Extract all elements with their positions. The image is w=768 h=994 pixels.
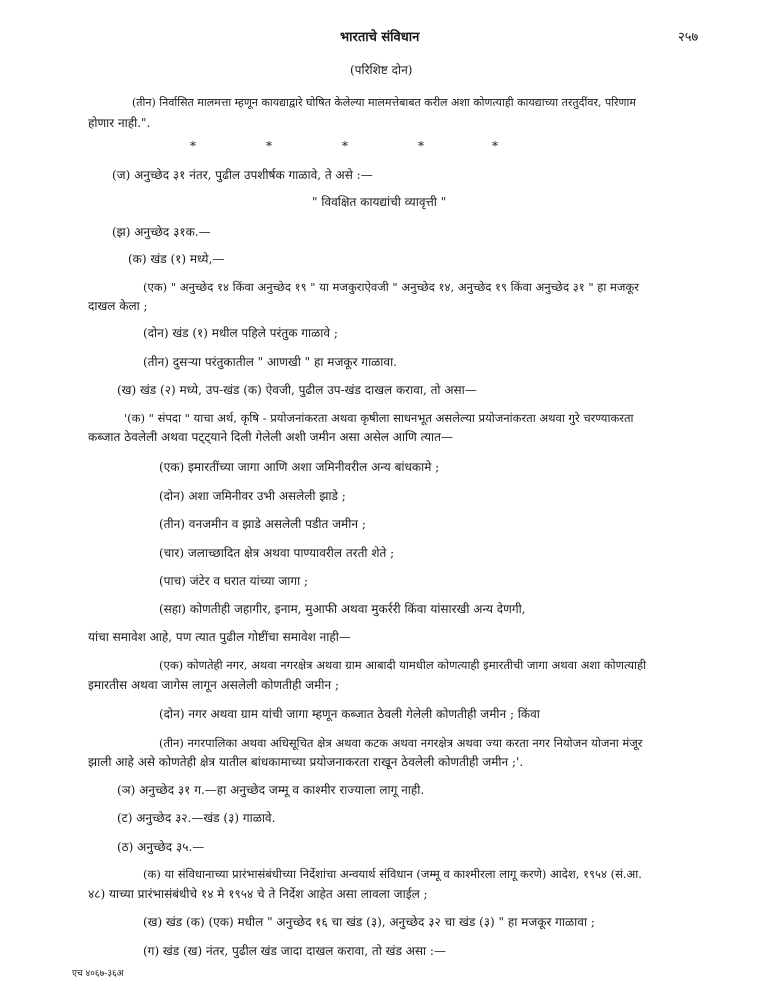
- includes-item-3: (तीन) वनजमीन व झाडे असलेली पडीत जमीन ;: [159, 517, 366, 531]
- clause-kha: (ख) खंड (२) मध्ये, उप-खंड (क) ऐवजी, पुढील उप-खंड दाखल करावा, तो असा—: [117, 383, 477, 397]
- clause-jha: (झ) अनुच्छेद ३१क.—: [112, 225, 211, 239]
- footer-code: एच ४०६७-३६अ: [72, 969, 124, 979]
- includes-item-5: (पाच) जंटेर व घरात यांच्या जागा ;: [159, 574, 309, 588]
- clause-nya: (ञ) अनुच्छेद ३१ ग.—हा अनुच्छेद जम्मू व काश्मीर राज्याला लागू नाही.: [117, 783, 425, 797]
- sub-clause-ga-2: (ग) खंड (ख) नंतर, पुढील खंड जादा दाखल करावा, तो खंड असा :—: [143, 944, 446, 958]
- includes-item-6: (सहा) कोणतीही जहागीर, इनाम, मुआफी अथवा मुकर्ररी किंवा यांसारखी अन्य देणगी,: [159, 602, 526, 616]
- clause-tha: (ठ) अनुच्छेद ३५.—: [117, 840, 205, 854]
- includes-item-4: (चार) जलाच्छादित क्षेत्र अथवा पाण्यावरील तरती शेते ;: [159, 546, 395, 560]
- item-ek-line-1: (एक) " अनुच्छेद १४ किंवा अनुच्छेद १९ " या मजकुराऐवजी " अनुच्छेद १४, अनुच्छेद १९ किंवा अनुच्छेद ३१ " हा मजकूर: [143, 280, 639, 294]
- sub-clause-ka-2-line-1: (क) या संविधानाच्या प्रारंभासंबंधीच्या निर्देशांचा अन्वयार्थ संविधान (जम्मू व काश्मीरला लागू करणे) आदेश, १९५४ (सं.आ.: [143, 867, 642, 881]
- definition-line-2: कब्जात ठेवलेली अथवा पट्ट्याने दिली गेलेली अशी जमीन असा असेल आणि त्यात—: [88, 430, 454, 444]
- item-don-1: (दोन) खंड (१) मधील पहिले परंतुक गाळावे ;: [143, 326, 338, 340]
- excludes-item-1-line-2: इमारतीस अथवा जागेस लागून असलेली कोणतीही जमीन ;: [88, 678, 339, 692]
- includes-item-2: (दोन) अशा जमिनीवर उभी असलेली झाडे ;: [159, 489, 346, 503]
- item-teen-1: (तीन) दुसऱ्या परंतुकातील " आणखी " हा मजकूर गाळावा.: [143, 355, 397, 369]
- item-ek-line-2: दाखल केला ;: [88, 299, 148, 313]
- clause-ta: (ट) अनुच्छेद ३२.—खंड (३) गाळावे.: [117, 811, 276, 825]
- page-number: २५७: [678, 30, 699, 45]
- section-separator: [0, 139, 768, 155]
- clause-ja: (ज) अनुच्छेद ३१ नंतर, पुढील उपशीर्षक गाळावे, ते असे :—: [112, 168, 373, 182]
- separator-star: *: [190, 139, 196, 153]
- sub-clause-ka-2-line-2: ४८) याच्या प्रारंभासंबंधीचे १४ मे १९५४ चे ते निर्देश आहेत असा लावला जाईल ;: [88, 887, 428, 901]
- separator-star: *: [418, 139, 424, 153]
- separator-star: *: [266, 139, 272, 153]
- includes-item-1: (एक) इमारतींच्या जागा आणि अशा जमिनीवरील अन्य बांधकामे ;: [159, 460, 440, 474]
- excludes-item-3-line-2: झाली आहे असे कोणतेही क्षेत्र यातील बांधकामाच्या प्रयोजनाकरता राखून ठेवलेली कोणतीही जमीन ;'.: [88, 755, 524, 769]
- clause-teen-line-1: (तीन) निर्वासित मालमत्ता म्हणून कायद्याद्वारे घोषित केलेल्या मालमत्तेबाबत करील अशा कोणत्याही कायद्याच्या तरतुदींवर, परिणाम: [132, 96, 636, 109]
- sub-clause-kha-2: (ख) खंड (क) (एक) मधील " अनुच्छेद १६ चा खंड (३), अनुच्छेद ३२ चा खंड (३) " हा मजकूर गाळावा ;: [143, 915, 595, 929]
- clause-ka-1: (क) खंड (१) मध्ये,—: [128, 252, 225, 266]
- separator-star: *: [342, 139, 348, 153]
- clause-teen-line-2: होणार नाही.".: [88, 116, 151, 130]
- separator-star: *: [492, 139, 498, 153]
- appendix-subtitle: (परिशिष्ट दोन): [350, 63, 413, 77]
- inclusion-statement: यांचा समावेश आहे, पण त्यात पुढील गोष्टींचा समावेश नाही—: [88, 630, 351, 644]
- definition-line-1: '(क) " संपदा " याचा अर्थ, कृषि - प्रयोजनांकरता अथवा कृषीला साधनभूत असलेल्या प्रयोजनांकरता अथवा गुरे चरण्याकरता: [124, 411, 634, 425]
- page-title: भारताचे संविधान: [340, 30, 420, 45]
- excludes-item-3-line-1: (तीन) नगरपालिका अथवा अधिसूचित क्षेत्र अथवा कटक अथवा नगरक्षेत्र अथवा ज्या करता नगर नियोजन योजना मंजूर: [159, 736, 643, 750]
- subheading-savings: " विवक्षित कायद्यांची व्यावृत्ती ": [312, 195, 447, 209]
- excludes-item-1-line-1: (एक) कोणतेही नगर, अथवा नगरक्षेत्र अथवा ग्राम आबादी यामधील कोणत्याही इमारतीची जागा अथवा अशा कोणत्याही: [159, 658, 647, 672]
- excludes-item-2: (दोन) नगर अथवा ग्राम यांची जागा म्हणून कब्जात ठेवली गेलेली कोणतीही जमीन ; किंवा: [159, 707, 540, 721]
